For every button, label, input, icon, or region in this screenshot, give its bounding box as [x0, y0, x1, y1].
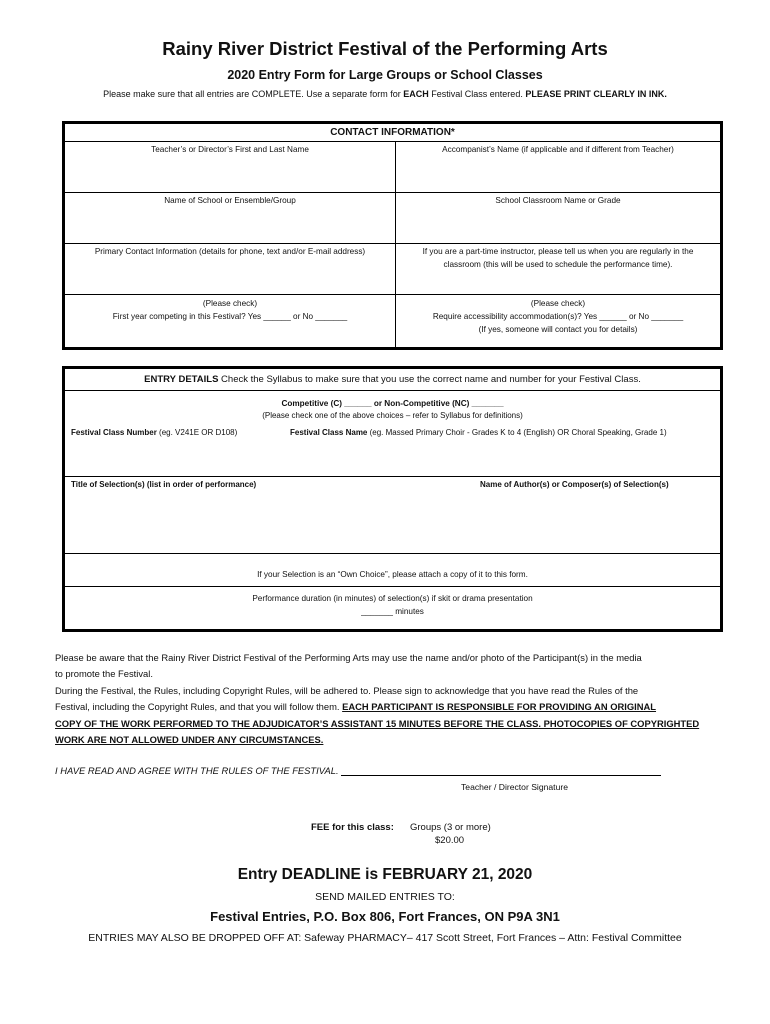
festival-class-number-field[interactable] [71, 428, 237, 437]
fee-label: FEE for this class: [311, 822, 394, 833]
accessibility-field[interactable] [396, 297, 720, 336]
notice-emphasis: WORK ARE NOT ALLOWED UNDER ANY CIRCUMSTANCES. [55, 734, 324, 746]
entry-details-section [62, 366, 723, 632]
competitive-choice-note: (Please check one of the above choices – refer to Syllabus for definitions) [262, 411, 523, 420]
performance-duration-field[interactable] [65, 592, 720, 618]
form-instructions [0, 89, 770, 99]
entry-details-title: ENTRY DETAILS [144, 374, 219, 385]
please-check-label: (Please check) [530, 299, 586, 308]
title-selection-label: Title of Selection(s) (list in order of performance) [71, 480, 257, 489]
form-title: Rainy River District Festival of the Performing Arts [162, 38, 608, 59]
primary-contact-field[interactable]: Primary Contact Information (details for phone, text and/or E-mail address) [94, 247, 366, 256]
divider [65, 476, 720, 477]
first-year-question: First year competing in this Festival? Yes ______ or No _______ [112, 312, 348, 321]
teacher-name-field[interactable]: Teacher’s or Director’s First and Last Name [151, 145, 309, 154]
notice-line [55, 699, 725, 715]
duration-minutes: _______ minutes [361, 607, 424, 616]
class-name-example: (eg. Massed Primary Choir - Grades K to 4 (English) OR Choral Speaking, Grade 1) [367, 428, 667, 437]
instruction-text-2: Festival Class entered. [428, 89, 526, 99]
divider [65, 390, 720, 391]
notice-line: During the Festival, the Rules, including Copyright Rules, will be adhered to. Please sign to acknowledge that you have read the Rules of the [55, 684, 639, 696]
notice-text: Festival, including the Copyright Rules, and that you will follow them. [55, 701, 343, 713]
dropoff-location: ENTRIES MAY ALSO BE DROPPED OFF AT: Safeway PHARMACY– 417 Scott Street, Fort Frances – Attn: Festival Committee [88, 932, 682, 944]
rules-notice [55, 650, 725, 748]
mailing-address: Festival Entries, P.O. Box 806, Fort Frances, ON P9A 3N1 [210, 909, 560, 924]
entry-details-note: Check the Syllabus to make sure that you use the correct name and number for your Festival Class. [218, 374, 641, 385]
class-number-example: (eg. V241E OR D108) [156, 428, 238, 437]
form-subtitle: 2020 Entry Form for Large Groups or School Classes [227, 68, 543, 82]
divider [65, 586, 720, 587]
divider [65, 553, 720, 554]
author-composer-field[interactable] [480, 480, 669, 489]
class-name-label: Festival Class Name [290, 428, 368, 437]
class-number-label: Festival Class Number [71, 428, 157, 437]
notice-emphasis: COPY OF THE WORK PERFORMED TO THE ADJUDICATOR’S ASSISTANT 15 MINUTES BEFORE THE CLASS. PHOTOCOPIES OF COPYRIGHTED [55, 717, 700, 729]
divider [65, 192, 720, 193]
festival-class-name-field[interactable] [290, 428, 667, 437]
entry-deadline: Entry DEADLINE is FEBRUARY 21, 2020 [237, 866, 533, 883]
school-name-field[interactable]: Name of School or Ensemble/Group [164, 196, 296, 205]
classroom-field[interactable]: School Classroom Name or Grade [495, 196, 621, 205]
signature-label: Teacher / Director Signature [461, 782, 568, 792]
accompanist-name-field[interactable]: Accompanist’s Name (if applicable and if different from Teacher) [442, 145, 674, 154]
part-time-field[interactable] [396, 245, 720, 271]
instruction-each: EACH [403, 89, 429, 99]
notice-line: Please be aware that the Rainy River District Festival of the Performing Arts may use the name and/or photo of the Participant(s) in the media [55, 652, 642, 663]
entry-details-heading [65, 374, 720, 385]
agreement-statement: I HAVE READ AND AGREE WITH THE RULES OF THE FESTIVAL. [55, 765, 339, 776]
contact-information-section [62, 121, 723, 350]
please-check-label: (Please check) [202, 299, 258, 308]
fee-amount: $20.00 [435, 835, 465, 846]
contact-section-title: CONTACT INFORMATION* [330, 127, 455, 138]
duration-label: Performance duration (in minutes) of selection(s) if skit or drama presentation [252, 594, 533, 603]
first-year-field[interactable] [65, 297, 395, 323]
fee-groups: Groups (3 or more) [410, 822, 491, 833]
divider [65, 141, 720, 142]
notice-emphasis: EACH PARTICIPANT IS RESPONSIBLE FOR PROVIDING AN ORIGINAL [342, 701, 657, 713]
part-time-text-2: classroom (this will be used to schedule the performance time). [443, 260, 673, 269]
send-mailed-label: SEND MAILED ENTRIES TO: [315, 891, 455, 903]
divider [65, 243, 720, 244]
own-choice-note: If your Selection is an “Own Choice”, please attach a copy of it to this form. [257, 570, 528, 579]
competitive-choice-field[interactable]: Competitive (C) ______ or Non-Competitive (NC) _______ [281, 399, 504, 408]
title-selection-field[interactable] [71, 480, 256, 489]
signature-line[interactable] [341, 775, 661, 776]
accessibility-question: Require accessibility accommodation(s)? Yes ______ or No _______ [432, 312, 684, 321]
notice-line: to promote the Festival. [55, 668, 153, 680]
instruction-text-1: Please make sure that all entries are COMPLETE. Use a separate form for [103, 89, 404, 99]
divider [65, 294, 720, 295]
instruction-print: PLEASE PRINT CLEARLY IN INK. [525, 89, 667, 99]
accessibility-note: (If yes, someone will contact you for details) [478, 325, 638, 334]
author-composer-label: Name of Author(s) or Composer(s) of Selection(s) [480, 480, 669, 489]
part-time-text-1: If you are a part-time instructor, please tell us when you are regularly in the [422, 247, 694, 256]
